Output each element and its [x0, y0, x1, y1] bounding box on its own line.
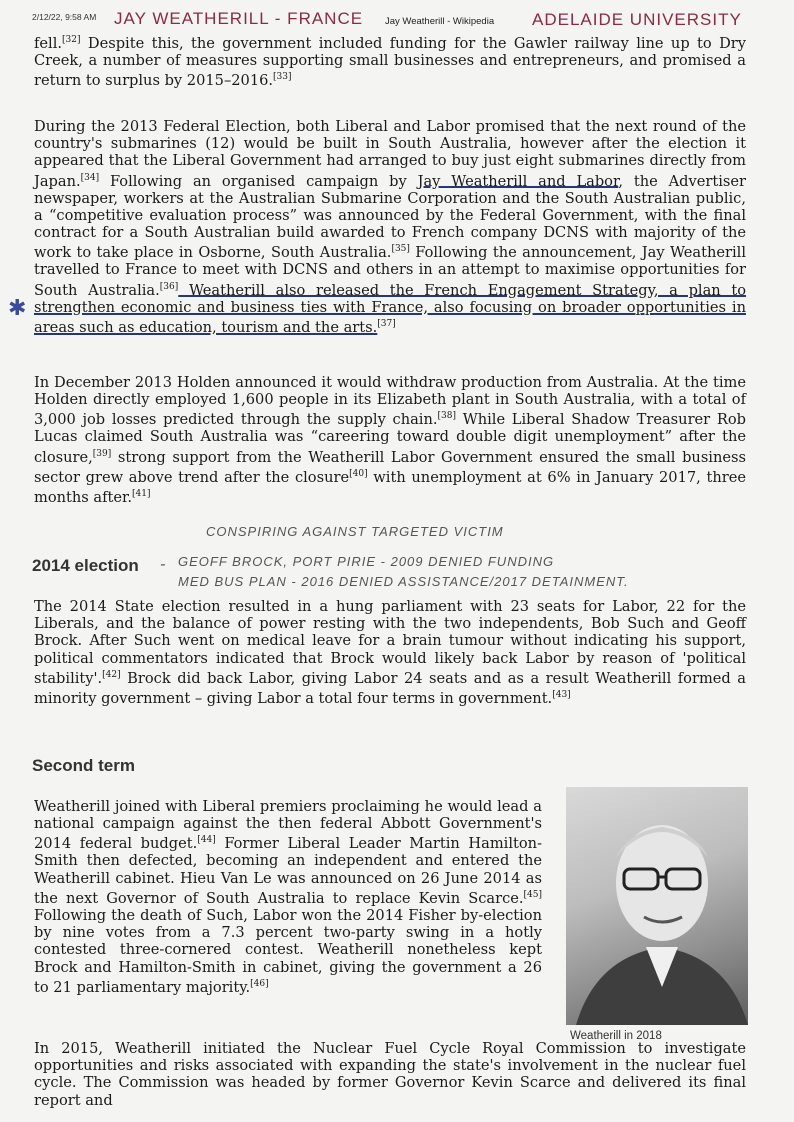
- citation[interactable]: [34]: [80, 172, 100, 183]
- handwritten-note-line1: CONSPIRING AGAINST TARGETED VICTIM: [206, 524, 504, 539]
- handwritten-note-line2: GEOFF BROCK, PORT PIRIE - 2009 DENIED FUNDING: [178, 554, 555, 569]
- citation[interactable]: [36]: [159, 281, 179, 292]
- citation[interactable]: [33]: [273, 72, 292, 83]
- citation[interactable]: [45]: [523, 889, 542, 900]
- underlined-link[interactable]: Jay Weatherill and Labor: [417, 172, 619, 190]
- print-date: 2/12/22, 9:58 AM: [32, 12, 97, 22]
- paragraph-holden: In December 2013 Holden announced it would withdraw production from Australia. At the time Holden directly employed 1,600 people in its Elizabeth plant in South Australia, with a total of 3,000 job losses predicted through the supply chain.[38] While Liberal Shadow Treasurer Rob Lucas claimed South Australia was “careering toward double digit unemployment” after the closure,[39] strong support from the Weatherill Labor Government ensured the small business sector grew above trend after the closure[40] with unemployment at 6% in January 2017, three months after.[41]: [34, 374, 746, 506]
- handwritten-note-line3: MED BUS PLAN - 2016 DENIED ASSISTANCE/2017 DETAINMENT.: [178, 574, 629, 589]
- citation[interactable]: [35]: [391, 244, 410, 255]
- heading-2014-election: 2014 election: [32, 556, 139, 575]
- handwritten-title-note: JAY WEATHERILL - FRANCE: [114, 9, 364, 28]
- paragraph-nuclear: In 2015, Weatherill initiated the Nuclear Fuel Cycle Royal Commission to investigate opportunities and risks associated with expanding the state's involvement in the nuclear fuel cycle. The Commission was headed by former Governor Kevin Scarce and delivered its final report and: [34, 1040, 746, 1109]
- handwritten-dash: -: [160, 556, 167, 573]
- weatherill-photo: [566, 787, 748, 1025]
- citation[interactable]: [32]: [62, 35, 81, 45]
- handwritten-university-note: ADELAIDE UNIVERSITY: [532, 10, 742, 29]
- citation[interactable]: [42]: [102, 669, 121, 680]
- photo-caption: Weatherill in 2018: [570, 1030, 662, 1042]
- underlined-strategy: Weatherill also released the French Engagement Strategy, a plan to strengthen economic and business ties with France, also focusing on broader opportunities in areas such as education, tourism and the arts.: [34, 281, 747, 336]
- citation[interactable]: [44]: [197, 835, 216, 846]
- paragraph-second-term: Weatherill joined with Liberal premiers proclaiming he would lead a national campaign against the then federal Abbott Government's 2014 federal budget.[44] Former Liberal Leader Martin Hamilton-Smith then defected, becoming an independent and entered the Weatherill cabinet. Hieu Van Le was announced on 26 June 2014 as the next Governor of South Australia to replace Kevin Scarce.[45] Following the death of Such, Labor won the 2014 Fisher by-election by nine votes from a 7.3 percent two-party swing in a hotly contested three-cornered contest. Weatherill nonetheless kept Brock and Hamilton-Smith in cabinet, giving the government a 26 to 21 parliamentary majority.[46]: [34, 798, 542, 996]
- heading-second-term: Second term: [32, 756, 135, 775]
- paragraph-budget: fell.[32] Despite this, the government included funding for the Gawler railway line up to Dry Creek, a number of measures supporting small businesses and entrepreneurs, and promised a return to surplus by 2015–2016.[33]: [34, 34, 746, 90]
- paragraph-2014-election: The 2014 State election resulted in a hung parliament with 23 seats for Labor, 22 for the Liberals, and the balance of power resting with the two independents, Bob Such and Geoff Brock. After Such went on medical leave for a brain tumour without indicating his support, political commentators indicated that Brock would likely back Labor by reason of 'political stability'.[42] Brock did back Labor, giving Labor 24 seats and as a result Weatherill formed a minority government – giving Labor a total four terms in government.[43]: [34, 598, 746, 707]
- page-title: Jay Weatherill - Wikipedia: [385, 16, 495, 27]
- citation[interactable]: [43]: [552, 689, 571, 700]
- asterisk-mark-icon: ✱: [8, 296, 27, 321]
- citation[interactable]: [37]: [377, 318, 396, 329]
- citation[interactable]: [38]: [437, 411, 456, 422]
- portrait-illustration: [566, 787, 748, 1025]
- citation[interactable]: [40]: [349, 468, 368, 479]
- citation[interactable]: [46]: [250, 978, 269, 989]
- citation[interactable]: [39]: [92, 448, 112, 459]
- paragraph-submarines: During the 2013 Federal Election, both Liberal and Labor promised that the next round of the country's submarines (12) would be built in South Australia, however after the election it appeared that the Liberal Government had arranged to buy just eight submarines directly from Japan.[34] Following an organised campaign by Jay Weatherill and Labor, the Advertiser newspaper, workers at the Australian Submarine Corporation and the South Australian public, a “competitive evaluation process” was announced by the Federal Government, with the final contract for a South Australian build awarded to French company DCNS with majority of the work to take place in Osborne, South Australia.[35] Following the announcement, Jay Weatherill travelled to France to meet with DCNS and others in an attempt to maximise opportunities for South Australia.[36] Weatherill also released the French Engagement Strategy, a plan to strengthen economic and business ties with France, also focusing on broader opportunities in areas such as education, tourism and the arts.[37]: [34, 118, 747, 336]
- citation[interactable]: [41]: [132, 488, 151, 499]
